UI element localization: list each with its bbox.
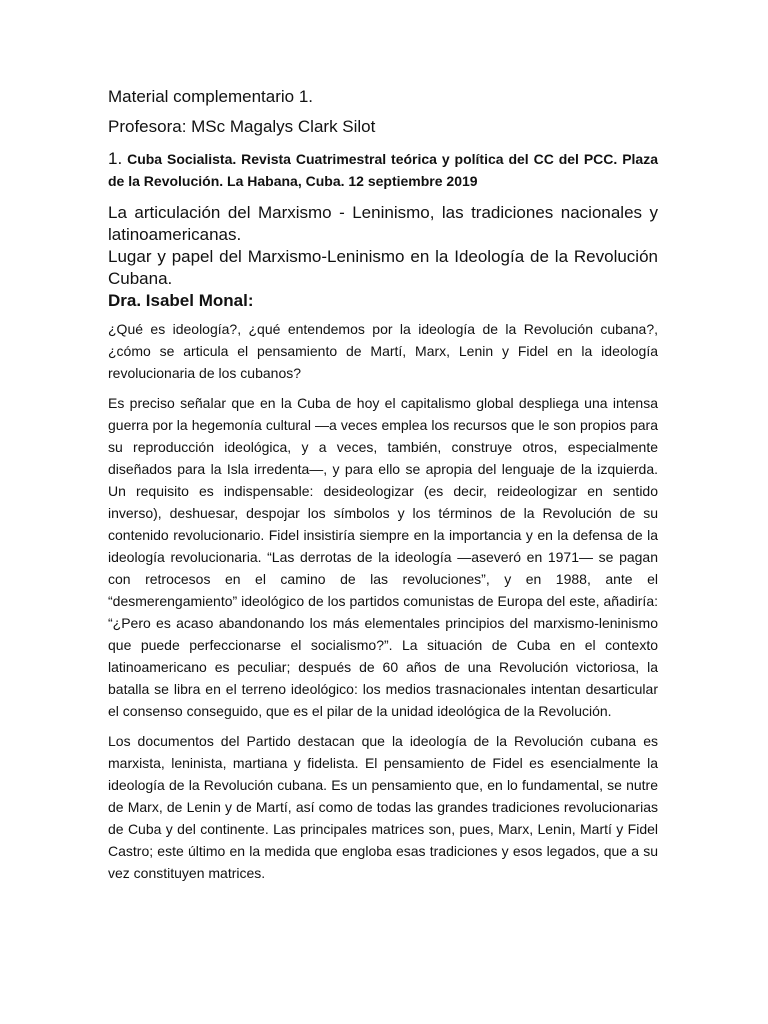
- teacher-label: Profesora: MSc Magalys Clark Silot: [108, 117, 376, 136]
- source-text: Cuba Socialista. Revista Cuatrimestral teórica y política del CC del PCC. Plaza de la Revolución. La Habana, Cuba. 12 septiembre 2019: [108, 151, 658, 189]
- paragraph-3: Los documentos del Partido destacan que la ideología de la Revolución cubana es marxista, leninista, martiana y fidelista. El pensamiento de Fidel es esencialmente la ideología de la Revolución cubana. Es un pensamiento que, en lo fundamental, se nutre de Marx, de Lenin y de Martí, así como de todas las grandes tradiciones revolucionarias de Cuba y del continente. Las principales matrices son, pues, Marx, Lenin, Martí y Fidel Castro; este último en la medida que engloba esas tradiciones y esos legados, que a su vez constituyen matrices.: [108, 733, 658, 881]
- author-name: Dra. Isabel Monal:: [108, 291, 254, 310]
- source-number: 1.: [108, 149, 123, 168]
- document-content: [108, 86, 658, 892]
- paragraph-2: Es preciso señalar que en la Cuba de hoy el capitalismo global despliega una intensa guerra por la hegemonía cultural —a veces emplea los recursos que le son propios para su reproducción ideológica, y a veces, también, construye otros, especialmente diseñados para la Isla irredenta—, y para ello se apropia del lenguaje de la izquierda. Un requisito es indispensable: desideologizar (es decir, reideologizar en sentido inverso), deshuesar, despojar los símbolos y los términos de la Revolución de su contenido revolucionario. Fidel insistiría siempre en la importancia y en la defensa de la ideología revolucionaria. “Las derrotas de la ideología —aseveró en 1971— se pagan con retrocesos en el camino de las revoluciones”, y en 1988, ante el “desmerengamiento” ideológico de los partidos comunistas de Europa del este, añadiría: “¿Pero es acaso abandonando los más elementales principios del marxismo-leninismo que puede perfeccionarse el socialismo?”. La situación de Cuba en el contexto latinoamericano es peculiar; después de 60 años de una Revolución victoriosa, la batalla se libra en el terreno ideológico: los medios trasnacionales intentan desarticular el consenso conseguido, que es el pilar de la unidad ideológica de la Revolución.: [108, 395, 658, 719]
- article-title-1: La articulación del Marxismo - Leninismo, las tradiciones nacionales y latinoamericanas.: [108, 203, 658, 244]
- paragraph-1: ¿Qué es ideología?, ¿qué entendemos por la ideología de la Revolución cubana?, ¿cómo se articula el pensamiento de Martí, Marx, Lenin y Fidel en la ideología revolucionaria de los cubanos?: [108, 321, 658, 381]
- source-citation: [108, 148, 658, 192]
- material-label: Material complementario 1.: [108, 87, 314, 106]
- article-title-2: Lugar y papel del Marxismo-Leninismo en la Ideología de la Revolución Cubana.: [108, 247, 658, 288]
